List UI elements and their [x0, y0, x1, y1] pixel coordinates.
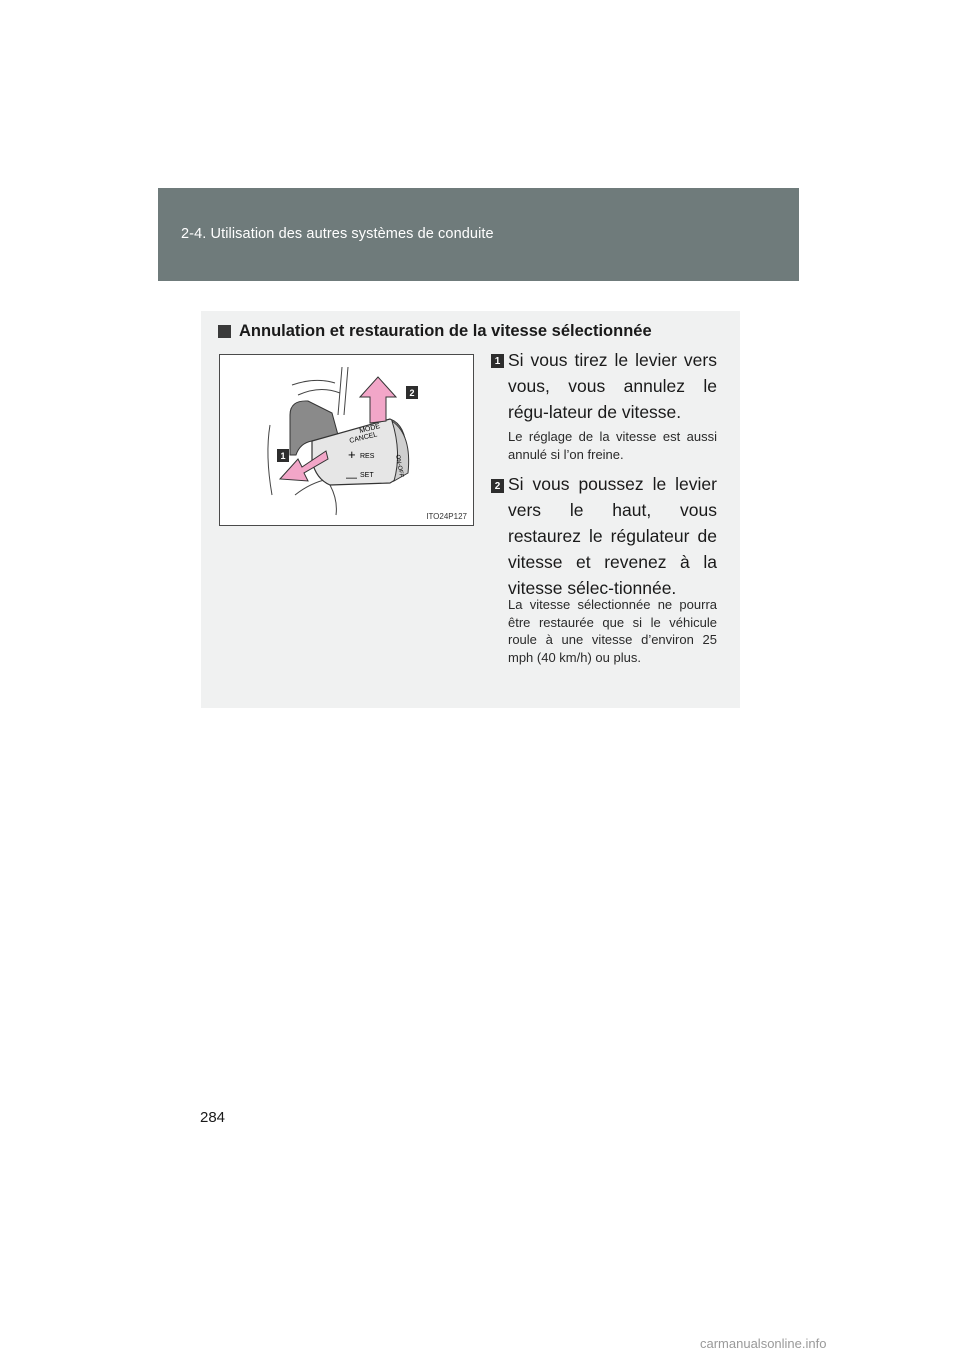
section-title-text: Annulation et restauration de la vitesse sélectionnée [239, 322, 652, 340]
figure-code: ITO24P127 [426, 512, 467, 521]
square-bullet-icon [218, 325, 231, 338]
section-header: 2-4. Utilisation des autres systèmes de conduite [181, 226, 494, 242]
step-1-note: Le réglage de la vitesse est aussi annulé si l’on freine. [508, 429, 717, 462]
lever-label-cancel: CANCEL [348, 431, 379, 445]
lever-label-minus: — [346, 472, 357, 484]
step-2-badge: 2 [491, 479, 504, 493]
step-2-note: La vitesse sélectionnée ne pourra être restaurée que si le véhicule roule à une vitesse d’environ 25 mph (40 km/h) ou plus. [508, 597, 717, 665]
step-1-text: Si vous tirez le levier vers vous, vous annulez le régu-lateur de vitesse. [508, 350, 717, 422]
figure-badge-2: 2 [409, 388, 415, 398]
section-title [218, 322, 652, 341]
lever-label-res: RES [360, 453, 375, 460]
lever-illustration [220, 355, 473, 525]
figure-badge-1: 1 [280, 451, 286, 461]
lever-figure [219, 354, 474, 526]
lever-label-mode: MODE [358, 423, 381, 435]
step-2-text: Si vous poussez le levier vers le haut, vous restaurez le régulateur de vitesse et revenez à la vitesse sélec-tionnée. [508, 474, 717, 598]
step-1-badge: 1 [491, 354, 504, 368]
header-band [158, 188, 799, 281]
lever-label-onoff: ON-OFF [394, 454, 404, 478]
lever-label-plus: + [348, 447, 356, 462]
lever-label-set: SET [360, 472, 374, 479]
watermark: carmanualsonline.info [700, 1336, 827, 1351]
page-number: 284 [200, 1109, 226, 1126]
